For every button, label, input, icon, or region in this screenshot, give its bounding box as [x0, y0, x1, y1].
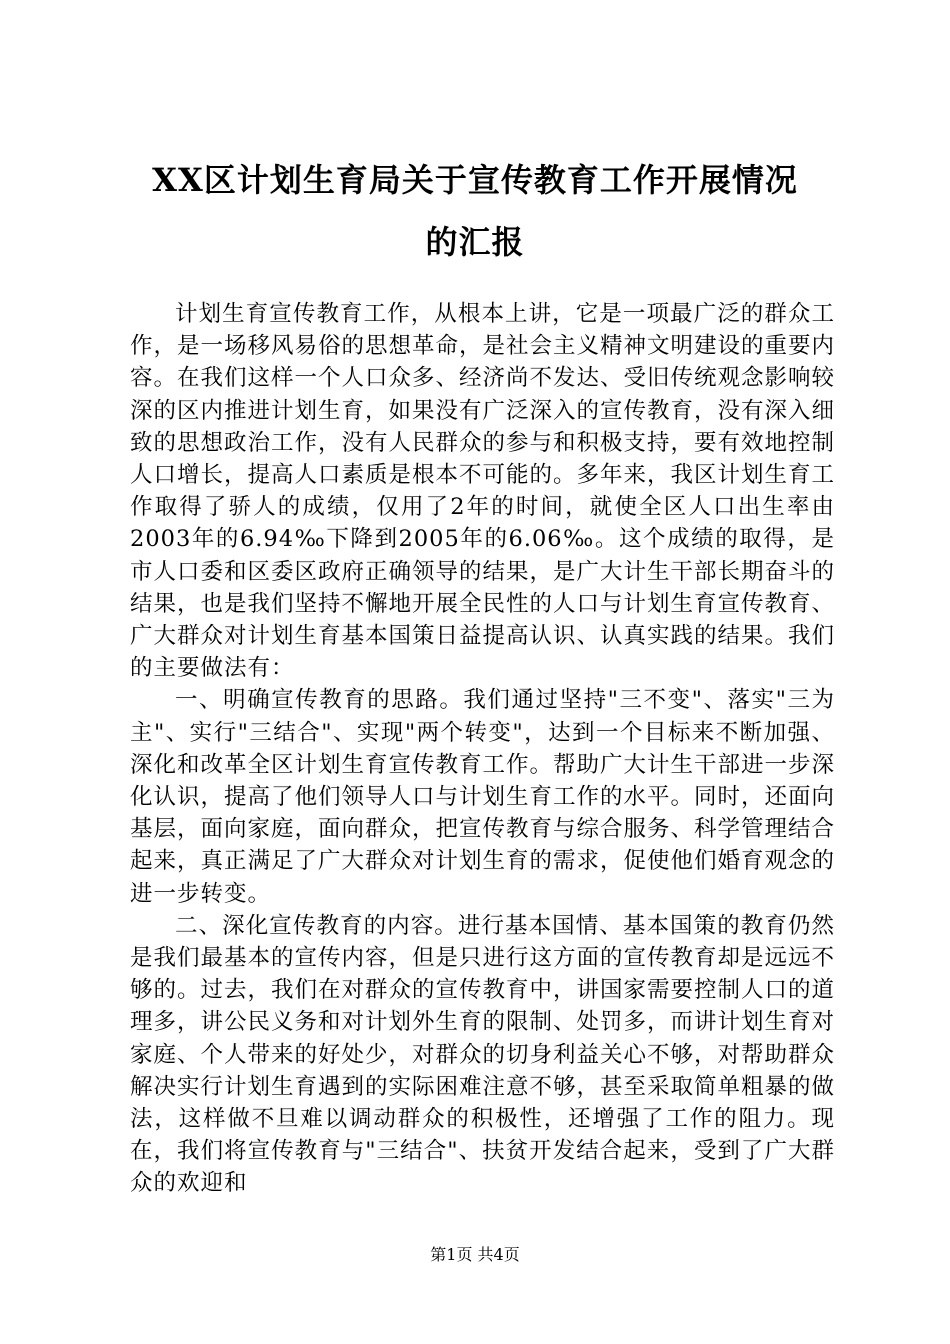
document-title-line-1: XX区计划生育局关于宣传教育工作开展情况 [152, 161, 798, 199]
paragraph-section-2: 二、深化宣传教育的内容。进行基本国情、基本国策的教育仍然是我们最基本的宣传内容，但是只进行这方面的宣传教育却是远远不够的。过去，我们在对群众的宣传教育中，讲国家需要控制人口的道理多，讲公民义务和对计划外生育的限制、处罚多，而讲计划生育对家庭、个人带来的好处少，对群众的切身利益关心不够，对帮助群众解决实行计划生育遇到的实际困难注意不够，甚至采取简单粗暴的做法，这样做不旦难以调动群众的积极性，还增强了工作的阻力。现在，我们将宣传教育与"三结合"、扶贫开发结合起来，受到了广大群众的欢迎和 [130, 912, 836, 1197]
document-title-line-2: 的汇报 [425, 223, 525, 261]
paragraph-section-1: 一、明确宣传教育的思路。我们通过坚持"三不变"、落实"三为主"、实行"三结合"、实现"两个转变"，达到一个目标来不断加强、深化和改革全区计划生育宣传教育工作。帮助广大计生干部进一步深化认识，提高了他们领导人口与计划生育工作的水平。同时，还面向基层，面向家庭，面向群众，把宣传教育与综合服务、科学管理结合起来，真正满足了广大群众对计划生育的需求，促使他们婚育观念的进一步转变。 [130, 687, 836, 907]
document-body [130, 298, 835, 1200]
page-footer: 第1页 共4页 [430, 1245, 520, 1264]
paragraph-intro: 计划生育宣传教育工作，从根本上讲，它是一项最广泛的群众工作，是一场移风易俗的思想革命，是社会主义精神文明建设的重要内容。在我们这样一个人口众多、经济尚不发达、受旧传统观念影响较深的区内推进计划生育，如果没有广泛深入的宣传教育，没有深入细致的思想政治工作，没有人民群众的参与和积极支持，要有效地控制人口增长，提高人口素质是根本不可能的。多年来，我区计划生育工作取得了骄人的成绩，仅用了2年的时间，就使全区人口出生率由2003年的6.94‰下降到2005年的6.06‰。这个成绩的取得，是市人口委和区委区政府正确领导的结果，是广大计生干部长期奋斗的结果，也是我们坚持不懈地开展全民性的人口与计划生育宣传教育、广大群众对计划生育基本国策日益提高认识、认真实践的结果。我们的主要做法有： [130, 301, 836, 682]
